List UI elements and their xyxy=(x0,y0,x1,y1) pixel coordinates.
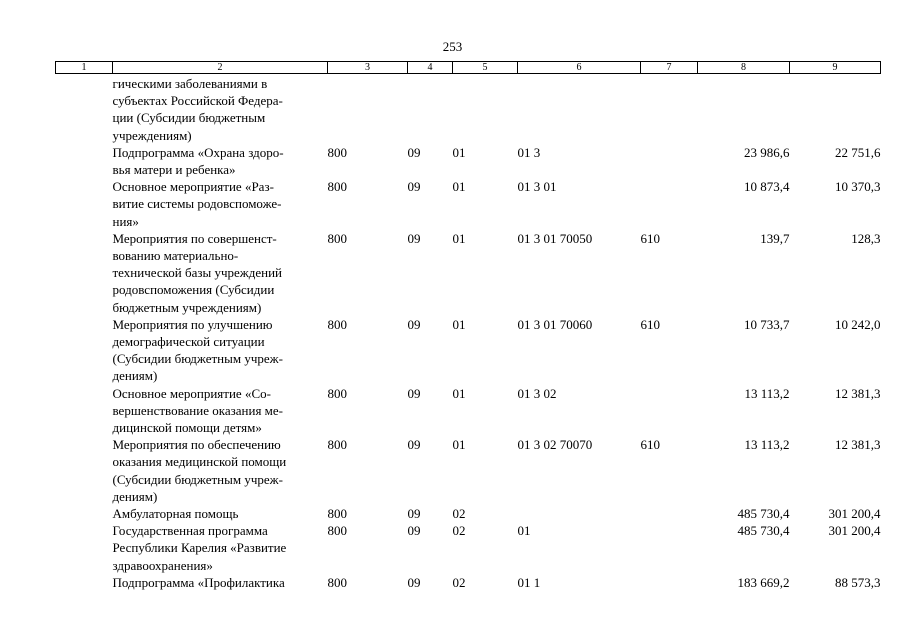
table-row xyxy=(56,505,881,522)
name-line: витие системы родовспоможе- xyxy=(112,196,282,212)
cell-c7 xyxy=(641,144,698,178)
cell-c5: 01 xyxy=(452,437,466,453)
cell-name xyxy=(113,316,328,385)
name-line: дениям) xyxy=(112,368,158,384)
cell-c5: 02 xyxy=(452,523,466,539)
cell-c9: 301 200,4 xyxy=(828,523,881,539)
cell-name xyxy=(113,230,328,316)
column-number-2: 2 xyxy=(113,62,328,74)
cell-col1 xyxy=(56,436,113,505)
name-line: вованию материально- xyxy=(112,248,239,264)
cell-c7 xyxy=(641,178,698,230)
name-line: технической базы учреждений xyxy=(112,265,283,281)
column-number-8: 8 xyxy=(698,62,790,74)
name-line: вершенствование оказания ме- xyxy=(112,402,284,418)
name-line: гическими заболеваниями в xyxy=(112,76,268,91)
cell-name xyxy=(113,385,328,437)
name-line: Государственная программа xyxy=(112,523,268,539)
cell-c3: 800 xyxy=(327,230,347,246)
cell-c9: 128,3 xyxy=(851,230,881,246)
name-line: Мероприятия по совершенст- xyxy=(112,230,277,246)
cell-c9: 10 242,0 xyxy=(835,316,881,332)
cell-c9: 10 370,3 xyxy=(835,179,881,195)
cell-c8: 10 873,4 xyxy=(744,179,790,195)
cell-c9: 12 381,3 xyxy=(835,385,881,401)
name-line: Подпрограмма «Охрана здоро- xyxy=(112,144,284,160)
cell-c7: 610 xyxy=(640,437,660,453)
cell-c8: 13 113,2 xyxy=(744,437,790,453)
column-number-9: 9 xyxy=(790,62,881,74)
cell-c8: 485 730,4 xyxy=(737,506,790,522)
table-row xyxy=(56,144,881,178)
cell-c3: 800 xyxy=(327,179,347,195)
cell-c7: 610 xyxy=(640,316,660,332)
name-line: ния» xyxy=(112,213,139,229)
cell-c3 xyxy=(328,74,408,144)
cell-c4: 09 xyxy=(407,316,421,332)
name-line: Республики Карелия «Развитие xyxy=(112,540,287,556)
cell-c7 xyxy=(641,385,698,437)
name-line: дицинской помощи детям» xyxy=(112,420,262,436)
cell-c4: 09 xyxy=(407,144,421,160)
name-line: ции (Субсидии бюджетным xyxy=(112,110,266,126)
page-number: 253 xyxy=(442,39,463,54)
name-line: бюджетным учреждениям) xyxy=(112,299,262,315)
cell-col1 xyxy=(56,316,113,385)
cell-c3: 800 xyxy=(327,144,347,160)
cell-c8 xyxy=(698,74,790,144)
name-line: (Субсидии бюджетным учреж- xyxy=(112,471,283,487)
cell-c5: 01 xyxy=(452,316,466,332)
cell-c6 xyxy=(518,505,641,522)
cell-c4: 09 xyxy=(407,523,421,539)
column-number-7: 7 xyxy=(641,62,698,74)
cell-c4 xyxy=(408,74,453,144)
name-line: Мероприятия по обеспечению xyxy=(112,437,281,453)
cell-c5 xyxy=(453,74,518,144)
name-line: родовспоможения (Субсидии xyxy=(112,282,275,298)
cell-c8: 13 113,2 xyxy=(744,385,790,401)
cell-name xyxy=(113,436,328,505)
cell-name xyxy=(113,144,328,178)
cell-c6: 01 1 xyxy=(517,574,541,590)
cell-c5: 01 xyxy=(452,144,466,160)
cell-name xyxy=(113,574,328,591)
cell-c6: 01 3 01 70060 xyxy=(517,316,593,332)
cell-name xyxy=(113,178,328,230)
cell-c3: 800 xyxy=(327,385,347,401)
table-row xyxy=(56,178,881,230)
cell-col1 xyxy=(56,178,113,230)
column-number-3: 3 xyxy=(328,62,408,74)
table-row xyxy=(56,574,881,591)
table-row xyxy=(56,74,881,144)
cell-c4: 09 xyxy=(407,506,421,522)
name-line: демографической ситуации xyxy=(112,334,265,350)
cell-c6: 01 3 01 xyxy=(517,179,557,195)
cell-c9: 88 573,3 xyxy=(835,574,881,590)
cell-col1 xyxy=(56,230,113,316)
column-number-5: 5 xyxy=(453,62,518,74)
table-row xyxy=(56,230,881,316)
cell-c3: 800 xyxy=(327,574,347,590)
cell-c4: 09 xyxy=(407,230,421,246)
table-header xyxy=(56,62,881,74)
cell-c6: 01 3 02 70070 xyxy=(517,437,593,453)
name-line: Мероприятия по улучшению xyxy=(112,316,273,332)
cell-c7: 610 xyxy=(640,230,660,246)
column-number-row xyxy=(56,62,881,74)
cell-c6 xyxy=(518,74,641,144)
table-body xyxy=(56,74,881,592)
cell-c9 xyxy=(790,74,881,144)
cell-c4: 09 xyxy=(407,385,421,401)
name-line: дениям) xyxy=(112,488,158,504)
cell-c7 xyxy=(641,522,698,574)
cell-c3: 800 xyxy=(327,523,347,539)
cell-col1 xyxy=(56,505,113,522)
cell-c9: 22 751,6 xyxy=(835,144,881,160)
cell-c7 xyxy=(641,74,698,144)
column-number-1: 1 xyxy=(56,62,113,74)
cell-c7 xyxy=(641,574,698,591)
cell-name xyxy=(113,505,328,522)
cell-c6: 01 xyxy=(517,523,531,539)
cell-col1 xyxy=(56,574,113,591)
cell-c3: 800 xyxy=(327,506,347,522)
cell-c3: 800 xyxy=(327,437,347,453)
column-number-6: 6 xyxy=(518,62,641,74)
cell-col1 xyxy=(56,74,113,144)
name-line: субъектах Российской Федера- xyxy=(112,93,283,109)
table-row xyxy=(56,436,881,505)
cell-c5: 01 xyxy=(452,385,466,401)
name-line: здравоохранения» xyxy=(112,557,213,573)
name-line: Подпрограмма «Профилактика xyxy=(112,574,285,590)
cell-c9: 12 381,3 xyxy=(835,437,881,453)
table-row xyxy=(56,385,881,437)
cell-c8: 139,7 xyxy=(760,230,790,246)
cell-c8: 23 986,6 xyxy=(744,144,790,160)
cell-c9: 301 200,4 xyxy=(828,506,881,522)
cell-c5: 02 xyxy=(452,506,466,522)
cell-col1 xyxy=(56,522,113,574)
table-row xyxy=(56,522,881,574)
name-line: Амбулаторная помощь xyxy=(112,506,239,522)
cell-name xyxy=(113,74,328,144)
budget-table xyxy=(55,61,881,591)
name-line: (Субсидии бюджетным учреж- xyxy=(112,351,283,367)
cell-c6: 01 3 01 70050 xyxy=(517,230,593,246)
table-row xyxy=(56,316,881,385)
cell-col1 xyxy=(56,385,113,437)
cell-c6: 01 3 02 xyxy=(517,385,557,401)
name-line: оказания медицинской помощи xyxy=(112,454,287,470)
name-line: Основное мероприятие «Со- xyxy=(112,385,271,401)
cell-c8: 485 730,4 xyxy=(737,523,790,539)
cell-col1 xyxy=(56,144,113,178)
cell-c5: 01 xyxy=(452,179,466,195)
cell-c4: 09 xyxy=(407,179,421,195)
cell-c4: 09 xyxy=(407,437,421,453)
cell-c5: 02 xyxy=(452,574,466,590)
name-line: учреждениям) xyxy=(112,127,192,143)
column-number-4: 4 xyxy=(408,62,453,74)
name-line: Основное мероприятие «Раз- xyxy=(112,179,274,195)
cell-c3: 800 xyxy=(327,316,347,332)
cell-c8: 183 669,2 xyxy=(737,574,790,590)
cell-c4: 09 xyxy=(407,574,421,590)
cell-name xyxy=(113,522,328,574)
name-line: вья матери и ребенка» xyxy=(112,162,236,178)
cell-c5: 01 xyxy=(452,230,466,246)
cell-c8: 10 733,7 xyxy=(744,316,790,332)
cell-c7 xyxy=(641,505,698,522)
cell-c6: 01 3 xyxy=(517,144,541,160)
